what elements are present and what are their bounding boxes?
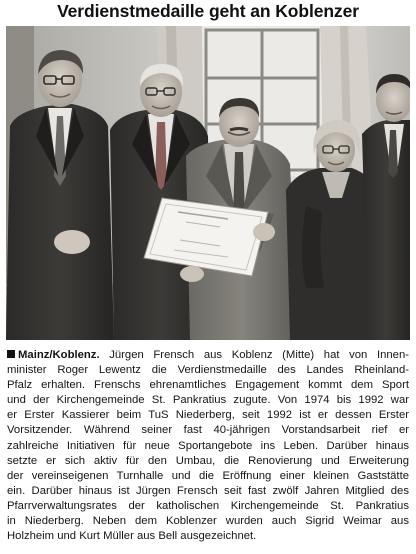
article-line: Vorsitzender. Während seiner fast 40-jährigen Vorstandsarbeit rief er: [7, 424, 409, 437]
article-line: Pfarrverwaltungsrates der katholischen Kirchengemeinde St. Pankratius: [7, 499, 409, 512]
article-line: setzte er sich aktiv für den Umbau, die Renovierung und Erweiterung: [7, 454, 409, 467]
article-line: Pfalz erhalten. Frenschs ehrenamtliches Engagement kommt dem Sport: [7, 379, 409, 392]
article-line: der vereinseigenen Turnhalle und die Eröffnung einer kleinen Gaststätte: [7, 469, 409, 482]
article-body: [7, 348, 409, 544]
article-line: ein. Darüber hinaus ist Jürgen Frensch seit fast zwölf Jahren Mitglied des: [7, 484, 409, 497]
bullet-square-icon: [7, 350, 15, 358]
article-line: und der Kirchengemeinde St. Pankratius zugute. Von 1974 bis 1992 war: [7, 394, 409, 407]
article-line: in Niederberg. Neben dem Koblenzer wurden auch Sigrid Weimar aus: [7, 515, 409, 528]
article-text: Jürgen Frensch aus Koblenz (Mitte) hat von Innen-: [109, 349, 409, 361]
article-line: minister Roger Lewentz die Verdienstmedaille des Landes Rheinland-: [7, 364, 409, 377]
article-line: [7, 348, 409, 363]
news-photo: [6, 26, 410, 340]
article-line: Holzheim und Kurt Müller aus Bell ausgezeichnet.: [7, 530, 257, 543]
article-line: er Erster Kassierer beim TuS Niederberg, seit 1992 ist er dessen Erster: [7, 409, 409, 422]
headline: Verdienstmedaille geht an Koblenzer: [57, 1, 359, 21]
dateline: Mainz/Koblenz.: [18, 349, 100, 361]
article-line: zahlreiche Initiativen für neue Sportangebote ins Leben. Darüber hinaus: [7, 439, 409, 452]
